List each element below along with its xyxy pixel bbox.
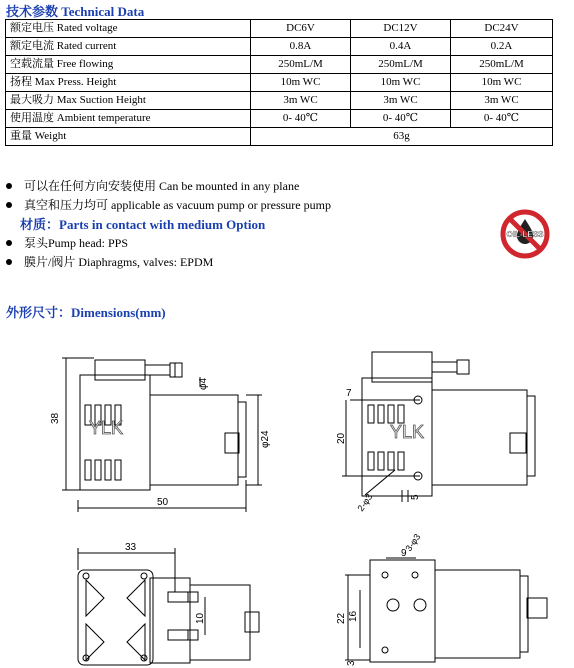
table-row: [6, 110, 553, 128]
table-row: [6, 92, 553, 110]
material-item: [6, 253, 213, 270]
table-row: [6, 20, 553, 38]
row-label: 额定电流 Rated current: [6, 38, 251, 56]
badge-text: OIL-LESS: [506, 230, 544, 239]
cell-12v: 0.4A: [351, 38, 451, 56]
cell-6v: DC6V: [251, 20, 351, 38]
material-text: 泵头Pump head: PPS: [24, 236, 129, 250]
feature-item: [6, 177, 299, 194]
dim-38: 38: [50, 412, 61, 424]
bullet-icon: [6, 240, 12, 246]
bottom-view-drawing: [78, 548, 259, 665]
dim-50: 50: [157, 497, 169, 508]
table-row: [6, 56, 553, 74]
bullet-icon: [6, 183, 12, 189]
dim-33: 33: [125, 542, 137, 553]
row-label: 扬程 Max Press. Height: [6, 74, 251, 92]
cell-24v: 0- 40℃: [451, 110, 553, 128]
cell-6v: 0- 40℃: [251, 110, 351, 128]
feature-item: [6, 196, 331, 213]
bullet-icon: [6, 202, 12, 208]
front-view-drawing: [342, 352, 535, 502]
cell-6v: 10m WC: [251, 74, 351, 92]
dim-hole: 2-φ3: [355, 491, 375, 514]
cell-12v: 0- 40℃: [351, 110, 451, 128]
row-label: 使用温度 Ambient temperature: [6, 110, 251, 128]
dimension-drawings: [0, 330, 574, 668]
cell-24v: 0.2A: [451, 38, 553, 56]
dim-22: 22: [336, 612, 347, 624]
table-row: [6, 38, 553, 56]
cell-12v: DC12V: [351, 20, 451, 38]
dim-dia24: φ24: [260, 430, 271, 448]
material-item: [6, 234, 128, 251]
row-label: 空载流量 Free flowing: [6, 56, 251, 74]
cell-24v: 3m WC: [451, 92, 553, 110]
bullet-icon: [6, 259, 12, 265]
technical-data-title: 技术参数 Technical Data: [6, 4, 145, 19]
dim-5: 5: [410, 494, 421, 500]
feature-text: 真空和压力均可 applicable as vacuum pump or pressure pump: [24, 198, 331, 212]
dim-dia4: φ4: [198, 377, 209, 390]
cell-24v: 10m WC: [451, 74, 553, 92]
dim-20: 20: [336, 432, 347, 444]
cell-6v: 0.8A: [251, 38, 351, 56]
dim-hole2: 3-φ3: [403, 531, 423, 554]
oil-less-badge: [500, 209, 550, 259]
weight-value: 63g: [251, 128, 553, 146]
cell-6v: 250mL/M: [251, 56, 351, 74]
dim-16: 16: [348, 610, 359, 622]
rear-view-drawing: [345, 558, 547, 662]
dim-3: 3: [346, 660, 357, 666]
dimensions-title: 外形尺寸：Dimensions(mm): [6, 305, 166, 320]
row-label: 重量 Weight: [6, 128, 251, 146]
cell-24v: DC24V: [451, 20, 553, 38]
dim-9: 9: [401, 548, 407, 559]
cell-24v: 250mL/M: [451, 56, 553, 74]
dim-7: 7: [346, 388, 352, 399]
cell-12v: 10m WC: [351, 74, 451, 92]
table-row: [6, 74, 553, 92]
material-title: 材质：Parts in contact with medium Option: [20, 217, 266, 232]
row-label: 额定电压 Rated voltage: [6, 20, 251, 38]
spec-table: [5, 19, 553, 146]
dim-10: 10: [195, 612, 206, 624]
brand-label: YLK: [390, 422, 425, 442]
row-label: 最大吸力 Max Suction Height: [6, 92, 251, 110]
table-row-weight: [6, 128, 553, 146]
feature-text: 可以在任何方向安装使用 Can be mounted in any plane: [24, 179, 300, 193]
brand-label: YLK: [89, 418, 124, 438]
cell-12v: 3m WC: [351, 92, 451, 110]
material-text: 膜片/阀片 Diaphragms, valves: EPDM: [24, 255, 214, 269]
cell-6v: 3m WC: [251, 92, 351, 110]
cell-12v: 250mL/M: [351, 56, 451, 74]
